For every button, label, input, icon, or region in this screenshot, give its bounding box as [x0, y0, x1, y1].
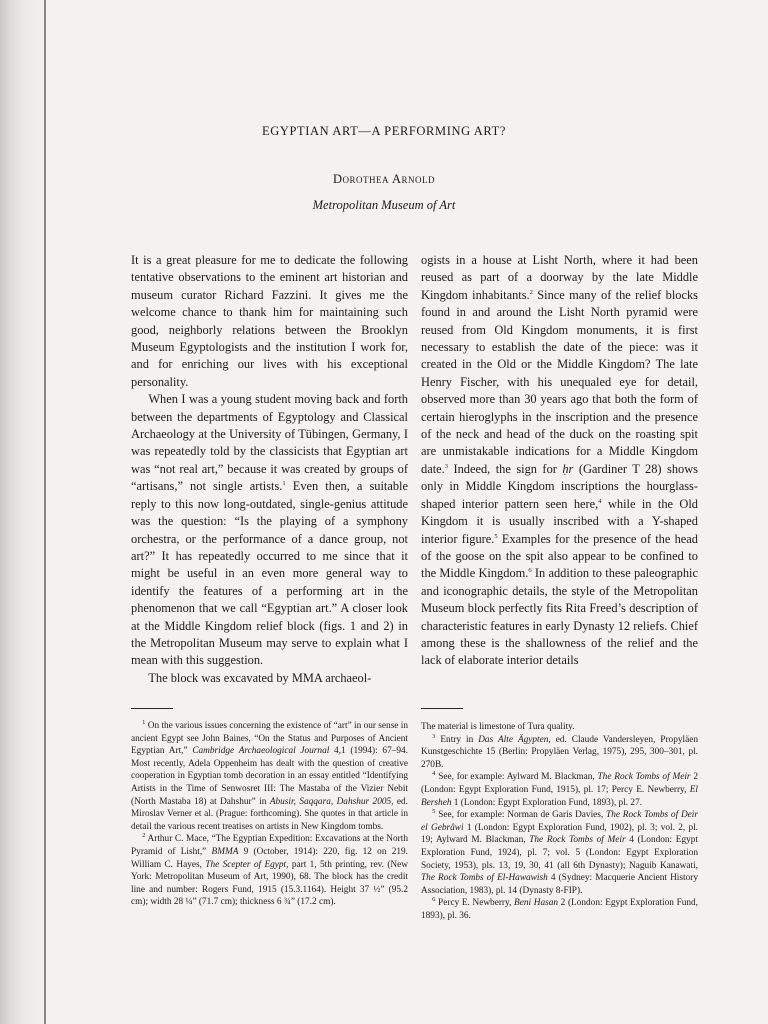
footnote-ref: 5	[494, 532, 498, 540]
footnote-ref: 3	[444, 462, 448, 470]
body-column-right	[421, 252, 698, 670]
footnote-separator	[131, 708, 173, 709]
footnote-ref: 6	[528, 567, 532, 575]
body-column-left	[131, 252, 408, 687]
article-title: EGYPTIAN ART—A PERFORMING ART?	[262, 124, 506, 138]
paragraph: It is a great pleasure for me to dedicate the following tentative observations to the eminent art historian and museum curator Richard Fazzini. It gives me the welcome chance to thank him for maintaining such good, neighborly relations between the Brooklyn Museum Egyptologists and the institution I work for, and for enriching our lives with his exceptional personality.	[131, 253, 408, 389]
hieroglyph-transliteration: ḥr	[562, 461, 574, 476]
footnote-ref: 4	[598, 497, 602, 505]
page-fold-line	[44, 0, 46, 1024]
footnote-ref: 2	[529, 288, 533, 296]
paragraph: ogists in a house at Lisht North, where it had been reused as part of a doorway by the late Middle Kingdom inhabitants.$^2$ Since many of the relief blocks found in and around the Lisht North pyramid were reused from Old Kingdom monuments, it is first necessary to establish the date of the piece: was it created in the Old or the Middle Kingdom? The late Henry Fischer, with his unequaled eye for detail, observed more than 30 years ago that both the form of certain hieroglyphs in the inscription and the presence of the neck and head of the duck on the roasting spit are unmistakable indications for a Middle Kingdom date.$^3$ Indeed, the sign for ḥr (Gardiner T 28) shows only in Middle Kingdom inscriptions the hourglass-shaped interior pattern seen here,$^4$ while in the Old Kingdom it is usually inscribed with a Y-shaped interior figure.$^5$ Examples for the presence of the head of the goose on the spit also appear to be confined to the Middle Kingdom.$^6$ In addition to these paleographic and iconographic details, the style of the Metropolitan Museum block perfectly fits Rita Freed’s description of characteristic features in early Dynasty 12 reliefs. Chief among these is the shallowness of the relief and the lack of elaborate interior details	[421, 253, 699, 668]
footnote-separator	[421, 708, 463, 709]
book-spine-shadow	[0, 0, 46, 1024]
paragraph: When I was a young student moving back and forth between the departments of Egyptology and Classical Archaeology at the University of Tübingen, Germany, I was repeatedly told by the classicists that Egyptian art was “not real art,” because it was created by groups of “artisans,” not single artists.$^1$ Even then, a suitable reply to this now long-outdated, single-genius attitude was the question: “Is the playing of a symphony orchestra, or the performance of a dance group, not art?” It has repeatedly occurred to me since that it might be useful in an even more general way to identify the features of a performing art in the phenomenon that we call “Egyptian art.” A closer look at the Middle Kingdom relief block (figs. 1 and 2) in the Metropolitan Museum may serve to explain what I mean with this suggestion.	[131, 392, 408, 668]
footnotes-right	[421, 721, 698, 923]
footnote-5: $^5$ See, for example: Norman de Garis Davies, The Rock Tombs of Deir el Gebrâwi 1 (London: Egypt Exploration Fund, 1902), pl. 3; vol. 2, pl. 19; Aylward M. Blackman, The Rock Tombs of Meir 4 (London: Egypt Exploration Fund, 1924), pl. 7; vol. 5 (London: Egypt Exploration Society, 1953), pls. 13, 19, 30, 41 (all 6th Dynasty); Naguib Kanawati, The Rock Tombs of El-Hawawish 4 (Sydney: Macquerie Ancient History Association, 1983), pl. 14 (Dynasty 8-FIP).	[421, 808, 699, 896]
footnote-6: $^6$ Percy E. Newberry, Beni Hasan 2 (London: Egypt Exploration Fund, 1893), pl. 36.	[421, 896, 699, 921]
footnotes-left	[131, 720, 408, 909]
footnote-ref: 1	[282, 480, 286, 488]
author-name: Dorothea Arnold	[333, 172, 435, 186]
footnote-2-continued: The material is limestone of Tura quality.	[421, 722, 575, 732]
footnote-2: $^2$ Arthur C. Mace, “The Egyptian Expedition: Excavations at the North Pyramid of Lisht,” BMMA 9 (October, 1914): 220, fig. 12 on 219. William C. Hayes, The Scepter of Egypt, part 1, 5th printing, rev. (New York: Metropolitan Museum of Art, 1990), 68. The block has the credit line and number: Rogers Fund, 1915 (15.3.1164). Height 37 ½” (95.2 cm); width 28 ¼” (71.7 cm); thickness 6 ¾” (17.2 cm).	[131, 832, 408, 908]
footnote-3: $^3$ Entry in Das Alte Ägypten, ed. Claude Vandersleyen, Propyläen Kunstgeschichte 15 (Berlin: Propyläen Verlag, 1975), 295, 300–301, pl. 270B.	[421, 732, 698, 770]
paragraph: The block was excavated by MMA archaeol-	[148, 670, 372, 685]
footnote-1: $^1$ On the various issues concerning the existence of “art” in our sense in ancient Egypt see John Baines, “On the Status and Purposes of Ancient Egyptian Art,” Cambridge Archaeological Journal 4,1 (1994): 67–94. Most recently, Adela Oppenheim has dealt with the question of creative cooperation in Egyptian tomb decoration in an essay entitled “Identifying Artists in the Time of Senwosret III: The Mastaba of the Vizier Nebit (North Mastaba 18) at Dahshur” in Abusir, Saqqara, Dahshur 2005, ed. Miroslav Verner et al. (Prague: forthcoming). She quotes in that article in detail the various recent treatises on artists in New Kingdom tombs.	[131, 718, 409, 832]
author-affiliation: Metropolitan Museum of Art	[312, 198, 456, 212]
footnote-4: $^4$ See, for example: Aylward M. Blackman, The Rock Tombs of Meir 2 (London: Egypt Exploration Fund, 1915), pl. 17; Percy E. Newberry, El Bersheh 1 (London: Egypt Exploration Fund, 1893), pl. 27.	[421, 770, 698, 808]
